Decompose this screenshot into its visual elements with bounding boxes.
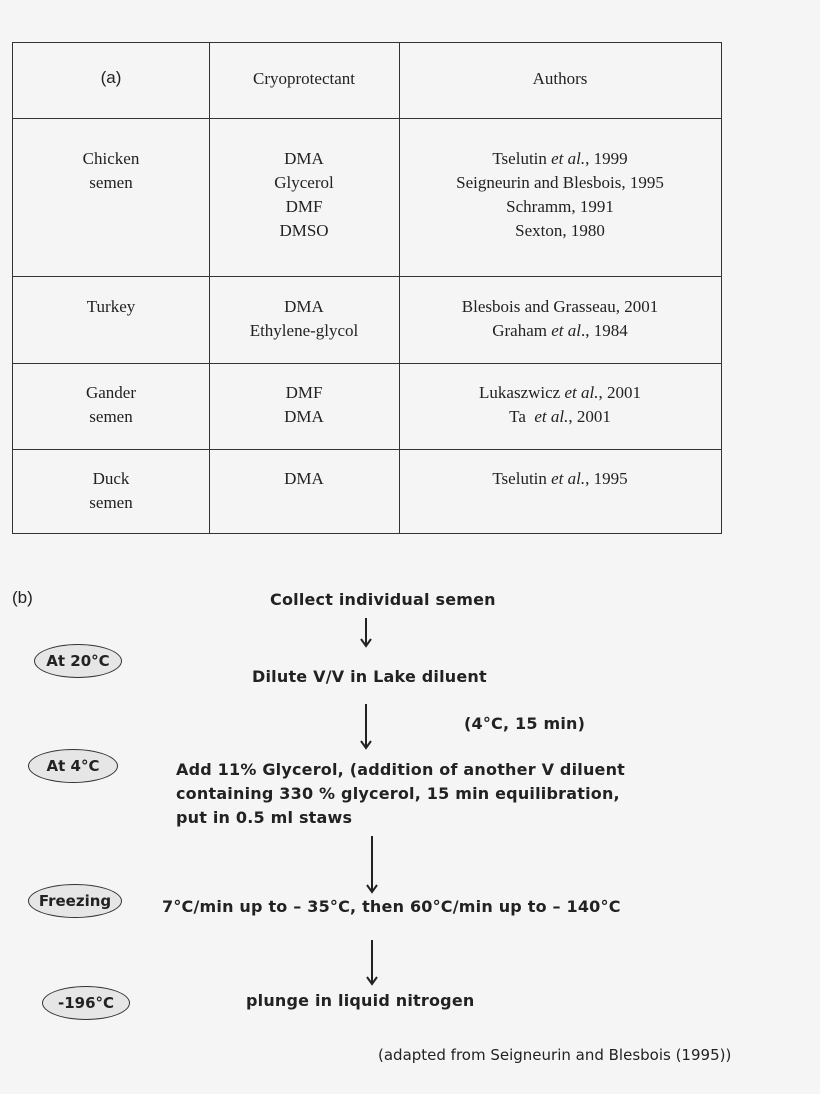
- cryoprotectant-item: DMA: [284, 407, 324, 426]
- step-freezing-rate: 7°C/min up to – 35°C, then 60°C/min up to – 140°C: [162, 897, 621, 916]
- down-arrow-icon: [358, 704, 374, 750]
- cryoprotectant-item: DMF: [285, 197, 323, 216]
- temperature-oval-4c: At 4°C: [28, 749, 118, 783]
- table-row-divider: [13, 363, 721, 364]
- header-cryoprotectant: Cryoprotectant: [253, 69, 355, 88]
- table-row-species: [13, 147, 209, 195]
- table-row-divider: [13, 276, 721, 277]
- table-column-divider: [209, 43, 210, 533]
- step-line: Add 11% Glycerol, (addition of another V diluent: [176, 760, 626, 779]
- cryoprotectant-item: DMF: [285, 383, 323, 402]
- table-row-cryoprotectants: [209, 381, 399, 429]
- author-citation: Blesbois and Grasseau, 2001: [461, 297, 659, 316]
- species-line: semen: [89, 493, 133, 512]
- cryoprotectant-item: DMA: [284, 297, 324, 316]
- species-line: semen: [89, 173, 133, 192]
- author-citation: Graham et al., 1984: [492, 321, 628, 340]
- species-line: Chicken: [82, 149, 140, 168]
- table-row-divider: [13, 118, 721, 119]
- down-arrow-icon: [364, 940, 380, 986]
- table-row-cryoprotectants: [209, 295, 399, 343]
- step-add-glycerol: [176, 758, 625, 830]
- step-dilute: Dilute V/V in Lake diluent: [252, 667, 487, 686]
- step-plunge-nitrogen: plunge in liquid nitrogen: [246, 991, 475, 1010]
- author-citation: Tselutin et al., 1999: [492, 149, 628, 168]
- header-authors: Authors: [532, 69, 588, 88]
- species-line: Turkey: [86, 297, 136, 316]
- down-arrow-icon: [358, 618, 374, 648]
- cryoprotectant-item: DMA: [284, 149, 324, 168]
- cryoprotectant-item: Glycerol: [274, 173, 334, 192]
- cryoprotectant-table: [12, 42, 722, 534]
- panel-label-a: (a): [100, 68, 122, 87]
- table-row-cryoprotectants: [209, 467, 399, 491]
- table-row-cryoprotectants: [209, 147, 399, 243]
- cryoprotectant-item: DMA: [284, 469, 324, 488]
- table-row-species: [13, 295, 209, 319]
- step-line: containing 330 % glycerol, 15 min equilibration,: [176, 784, 620, 803]
- author-citation: Tselutin et al., 1995: [492, 469, 628, 488]
- species-line: Gander: [85, 383, 137, 402]
- species-line: semen: [89, 407, 133, 426]
- table-row-authors: [399, 147, 721, 243]
- panel-label-b: (b): [12, 588, 33, 607]
- step-line: put in 0.5 ml staws: [176, 808, 353, 827]
- table-row-authors: [399, 295, 721, 343]
- cryoprotectant-item: DMSO: [279, 221, 329, 240]
- table-row-authors: [399, 467, 721, 491]
- author-citation: Sexton, 1980: [515, 221, 605, 240]
- source-caption: (adapted from Seigneurin and Blesbois (1995)): [378, 1046, 732, 1064]
- down-arrow-icon: [364, 836, 380, 894]
- temperature-oval-20c: At 20°C: [34, 644, 122, 678]
- author-citation: Lukaszwicz et al., 2001: [479, 383, 641, 402]
- table-row-authors: [399, 381, 721, 429]
- author-citation: Ta et al., 2001: [509, 407, 611, 426]
- table-row-species: [13, 467, 209, 515]
- table-column-divider: [399, 43, 400, 533]
- temperature-oval-minus196c: -196°C: [42, 986, 130, 1020]
- table-row-divider: [13, 449, 721, 450]
- step-dilute-conditions: (4°C, 15 min): [464, 714, 586, 733]
- table-row-species: [13, 381, 209, 429]
- freezing-oval: Freezing: [28, 884, 122, 918]
- cryoprotectant-item: Ethylene-glycol: [249, 321, 359, 340]
- species-line: Duck: [92, 469, 130, 488]
- author-citation: Seigneurin and Blesbois, 1995: [456, 173, 664, 192]
- author-citation: Schramm, 1991: [506, 197, 614, 216]
- step-collect-semen: Collect individual semen: [270, 590, 496, 609]
